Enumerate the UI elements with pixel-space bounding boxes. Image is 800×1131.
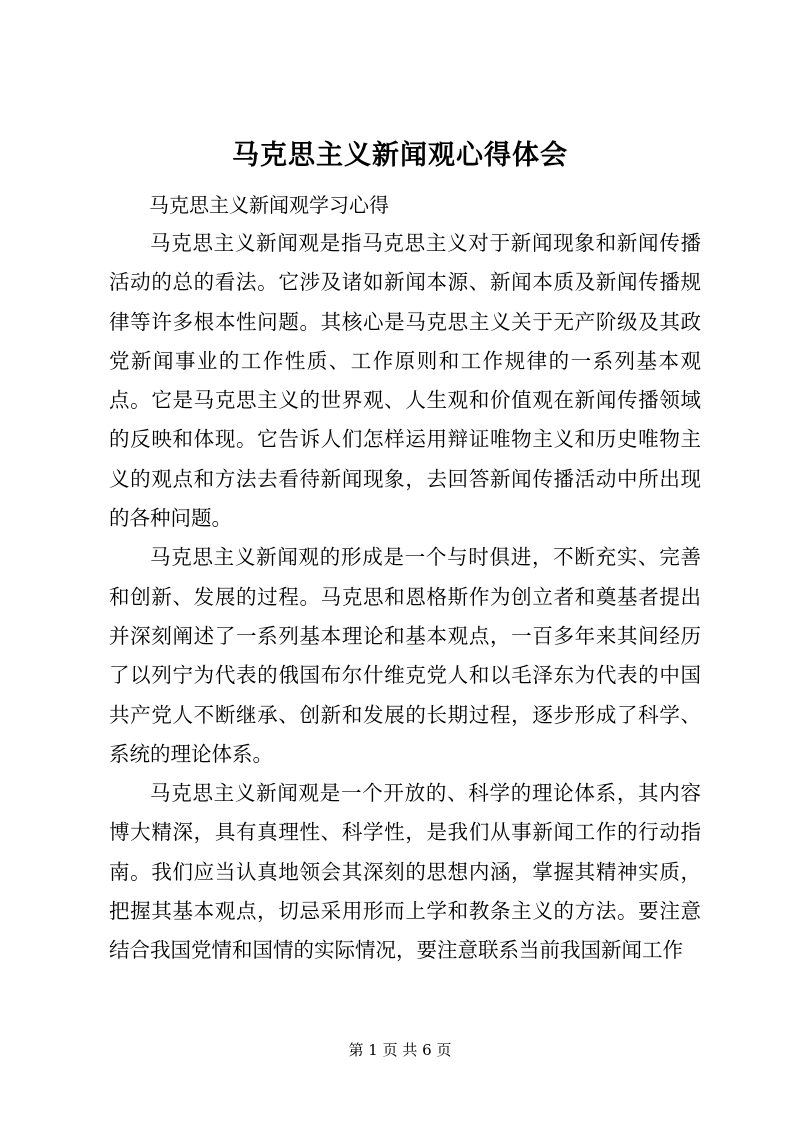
page-number-label: 第 1 页 共 6 页	[348, 1041, 452, 1059]
page-footer	[0, 1040, 800, 1060]
body-paragraph-3: 马克思主义新闻观是一个开放的、科学的理论体系，其内容博大精深，具有真理性、科学性，是我们从事新闻工作的行动指南。我们应当认真地领会其深刻的思想内涵，掌握其精神实质，把握其基本观点，切忌采用形而上学和教条主义的方法。要注意结合我国党情和国情的实际情况，要注意联系当前我国新闻工作	[109, 781, 701, 963]
document-subtitle: 马克思主义新闻观学习心得	[149, 193, 389, 217]
body-paragraph-2: 马克思主义新闻观的形成是一个与时俱进，不断充实、完善和创新、发展的过程。马克思和恩格斯作为创立者和奠基者提出并深刻阐述了一系列基本理论和基本观点，一百多年来其间经历了以列宁为代表的俄国布尔什维克党人和以毛泽东为代表的中国共产党人不断继承、创新和发展的长期过程，逐步形成了科学、系统的理论体系。	[109, 545, 701, 766]
body-paragraph-1: 马克思主义新闻观是指马克思主义对于新闻现象和新闻传播活动的总的看法。它涉及诸如新闻本源、新闻本质及新闻传播规律等许多根本性问题。其核心是马克思主义关于无产阶级及其政党新闻事业的工作性质、工作原则和工作规律的一系列基本观点。它是马克思主义的世界观、人生观和价值观在新闻传播领域的反映和体现。它告诉人们怎样运用辩证唯物主义和历史唯物主义的观点和方法去看待新闻现象，去回答新闻传播活动中所出现的各种问题。	[109, 231, 701, 531]
document-body	[109, 224, 701, 971]
document-title: 马克思主义新闻观心得体会	[232, 140, 568, 171]
